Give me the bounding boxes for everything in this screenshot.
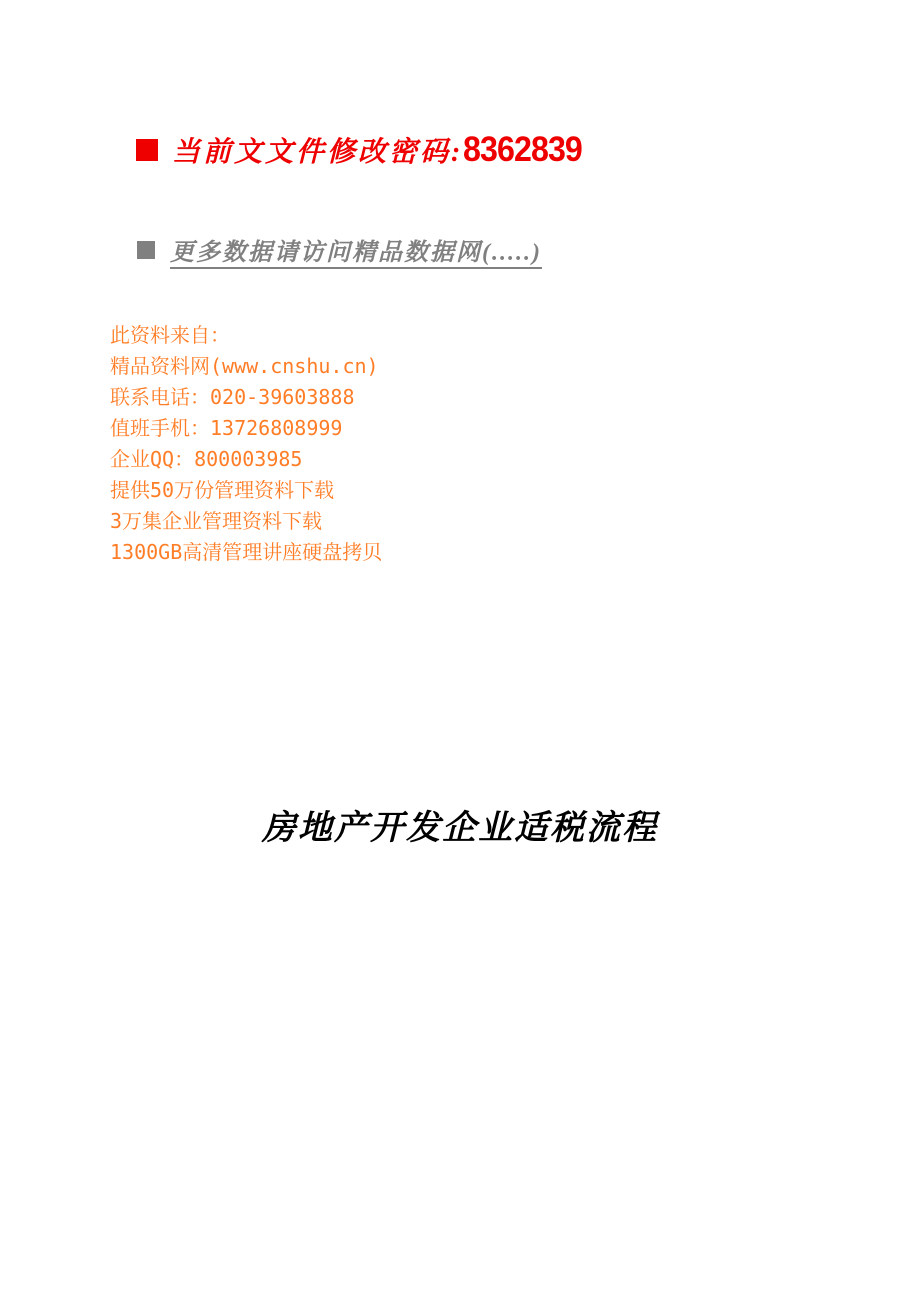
page-title: 房地产开发企业适税流程 (262, 810, 658, 847)
contact-phone: 联系电话：020-39603888 (110, 385, 355, 409)
contact-source-label: 此资料来自： (110, 323, 230, 347)
red-square-bullet-icon (136, 139, 158, 161)
contact-mobile: 值班手机：13726808999 (110, 416, 343, 440)
contact-offer-3: 1300GB高清管理讲座硬盘拷贝 (110, 540, 383, 564)
contact-qq: 企业QQ：800003985 (110, 447, 303, 471)
password-label: 当前文文件修改密码: (172, 137, 464, 168)
contact-block (110, 320, 382, 568)
more-data-line (137, 232, 542, 267)
gray-square-bullet-icon (137, 241, 155, 259)
password-line (136, 130, 593, 170)
contact-website: 精品资料网(www.cnshu.cn) (110, 354, 379, 378)
more-data-link[interactable]: 更多数据请访问精品数据网(.....) (170, 240, 542, 266)
password-value: 8362839 (463, 130, 583, 169)
contact-offer-2: 3万集企业管理资料下载 (110, 509, 323, 533)
password-line-text (172, 130, 593, 170)
contact-offer-1: 提供50万份管理资料下载 (110, 478, 335, 502)
